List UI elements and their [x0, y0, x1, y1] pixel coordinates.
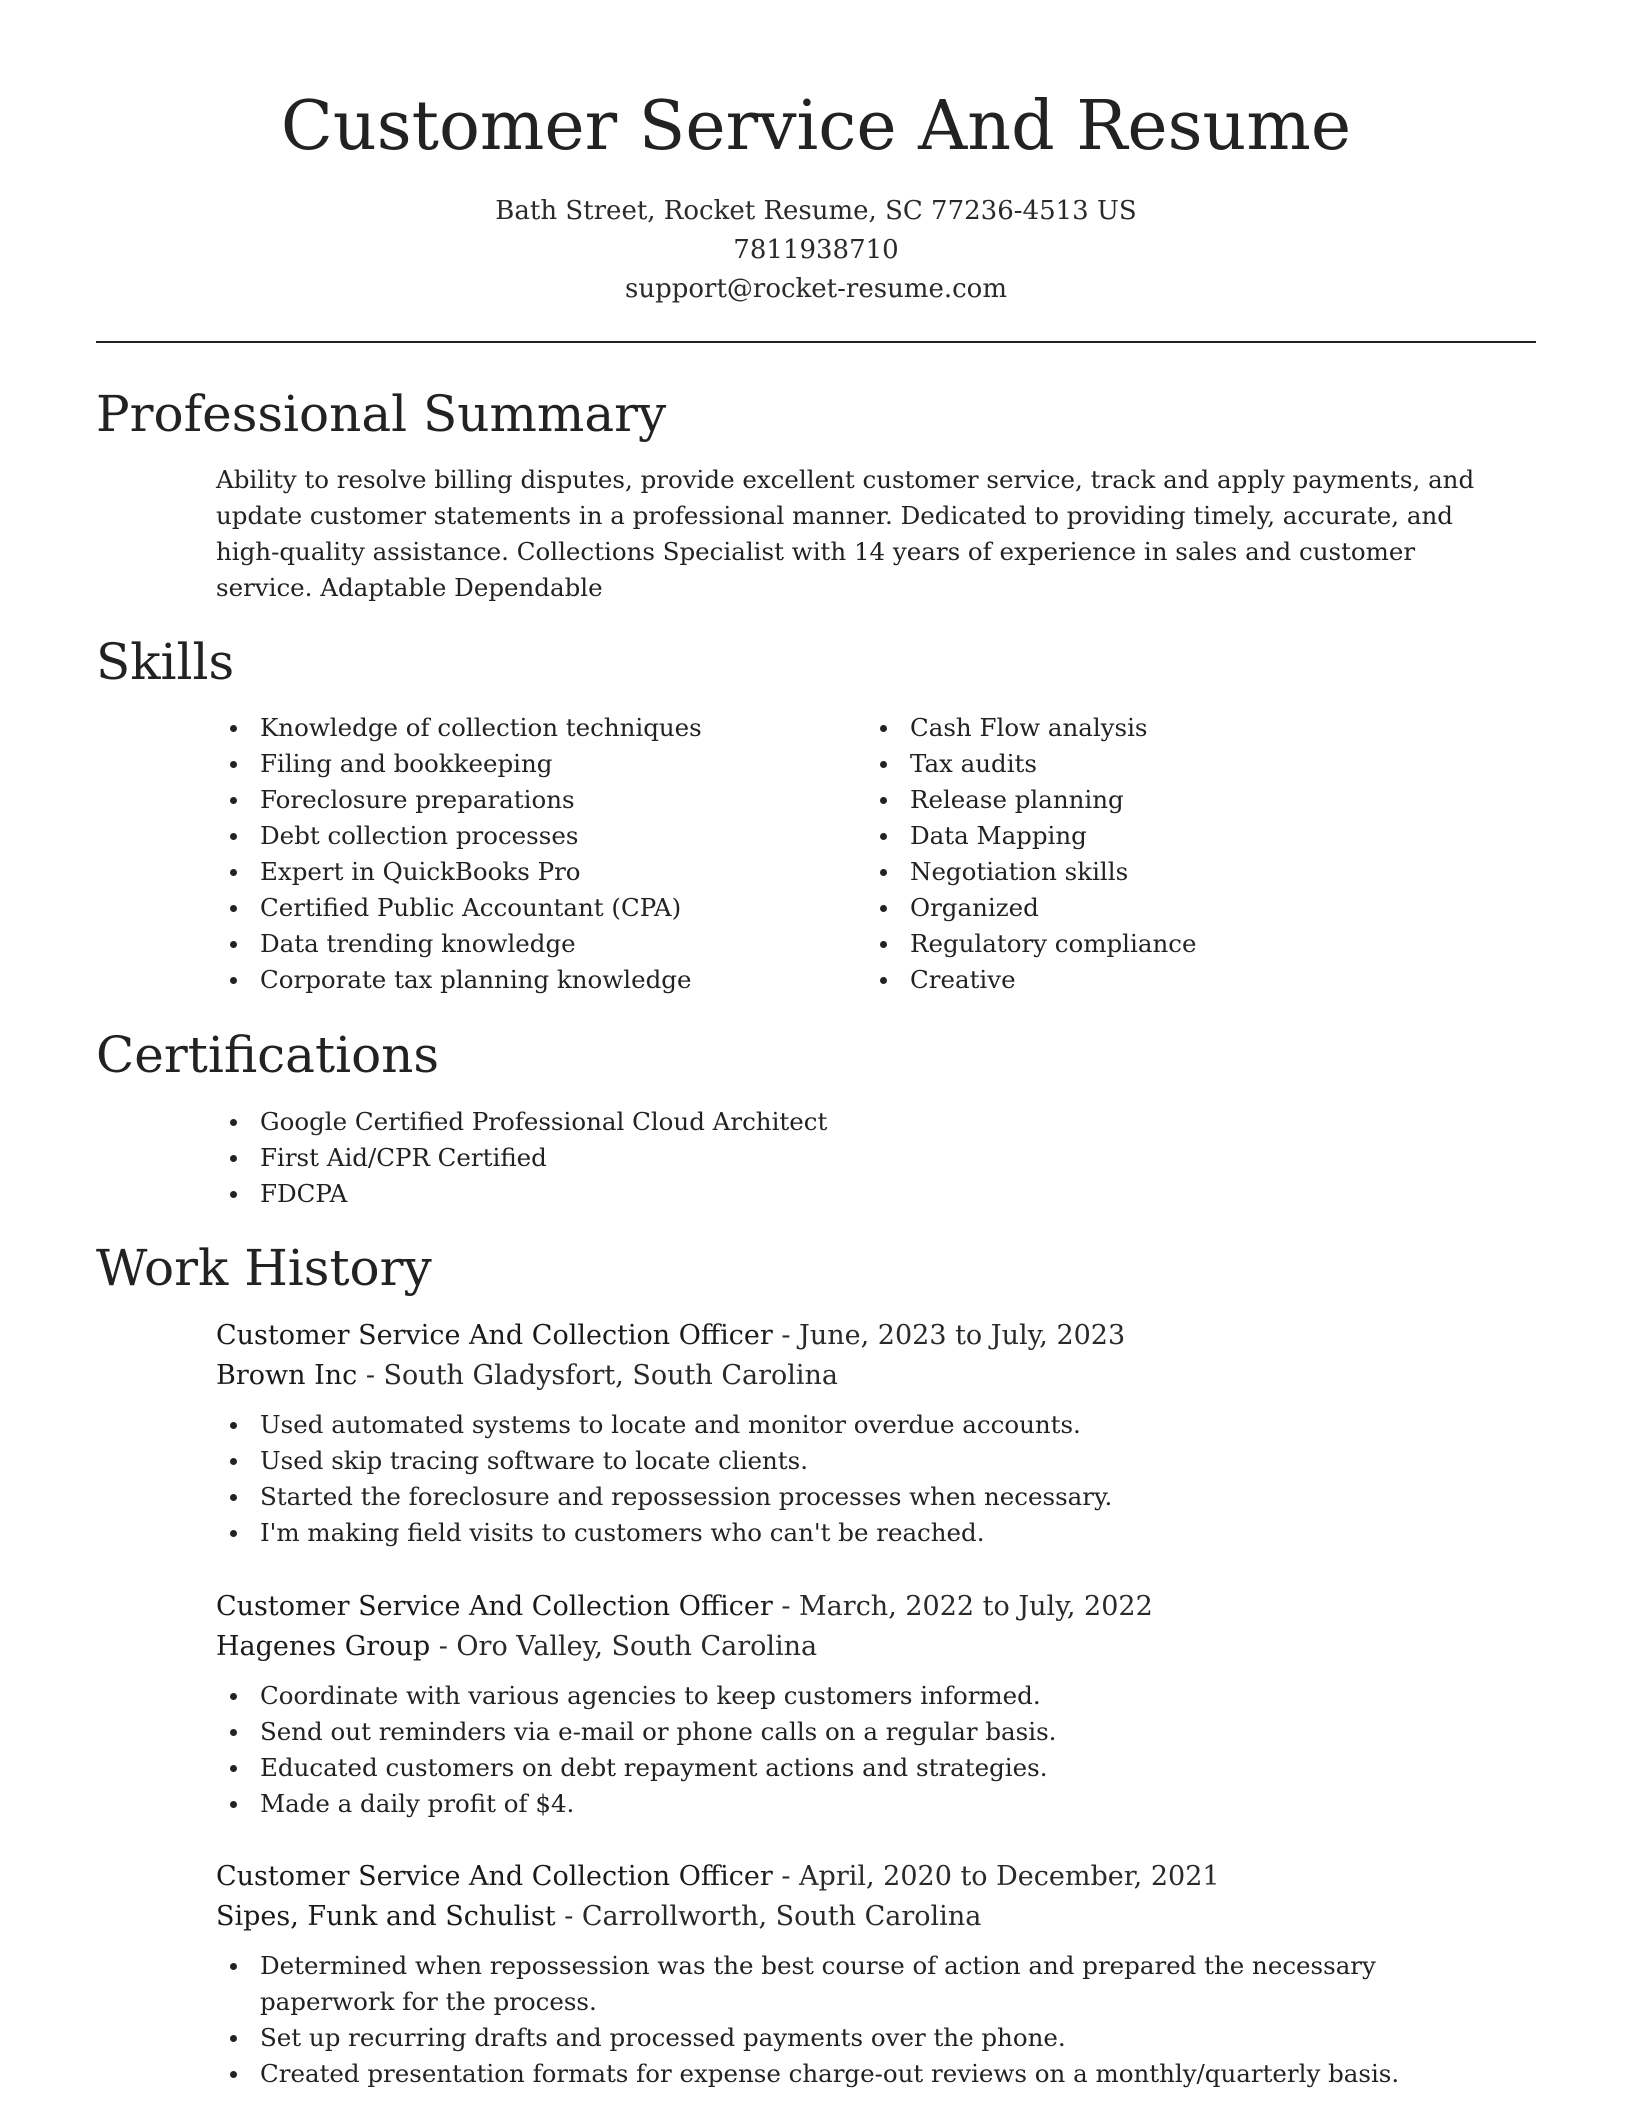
skills-list-left — [216, 710, 816, 998]
job-bullet: Send out reminders via e-mail or phone calls on a regular basis. — [216, 1714, 1516, 1750]
job-bullet: Started the foreclosure and repossession processes when necessary. — [216, 1479, 1516, 1515]
skill-item: Regulatory compliance — [866, 926, 1466, 962]
job-location: - Carrollworth, South Carolina — [555, 1901, 982, 1932]
skill-item: Creative — [866, 962, 1466, 998]
skill-item: Certified Public Accountant (CPA) — [216, 890, 816, 926]
work-history-heading: Work History — [96, 1239, 432, 1297]
skill-item: Filing and bookkeeping — [216, 746, 816, 782]
skill-item: Organized — [866, 890, 1466, 926]
job-bullet: Used automated systems to locate and monitor overdue accounts. — [216, 1407, 1516, 1443]
job-bullets — [216, 1948, 1516, 2092]
job-company: Hagenes Group — [216, 1631, 431, 1662]
header-divider — [96, 341, 1536, 343]
job-entry — [216, 1316, 1516, 1551]
job-role: Customer Service And Collection Officer — [216, 1861, 773, 1892]
job-company: Sipes, Funk and Schulist — [216, 1901, 556, 1932]
email-text: support@rocket-resume.com — [624, 274, 1007, 304]
job-entry — [216, 1857, 1516, 2092]
job-dates: - June, 2023 to July, 2023 — [772, 1320, 1126, 1351]
job-title-line — [216, 1587, 1516, 1627]
job-entry — [216, 1587, 1516, 1822]
skill-item: Release planning — [866, 782, 1466, 818]
skill-item: Negotiation skills — [866, 854, 1466, 890]
job-role: Customer Service And Collection Officer — [216, 1591, 773, 1622]
skill-item: Cash Flow analysis — [866, 710, 1466, 746]
skill-item: Corporate tax planning knowledge — [216, 962, 816, 998]
candidate-name: Customer Service And Resume — [280, 87, 1352, 166]
job-bullets — [216, 1678, 1516, 1822]
address-text: Bath Street, Rocket Resume, SC 77236-4513 US — [495, 196, 1137, 226]
job-title-line — [216, 1857, 1516, 1897]
job-bullets — [216, 1407, 1516, 1551]
job-bullet: Used skip tracing software to locate clients. — [216, 1443, 1516, 1479]
job-dates: - April, 2020 to December, 2021 — [772, 1861, 1220, 1892]
job-location: - Oro Valley, South Carolina — [430, 1631, 818, 1662]
job-bullet: Educated customers on debt repayment actions and strategies. — [216, 1750, 1516, 1786]
job-bullet: Set up recurring drafts and processed payments over the phone. — [216, 2020, 1516, 2056]
skill-item: Expert in QuickBooks Pro — [216, 854, 816, 890]
job-company-line — [216, 1356, 1516, 1396]
job-company: Brown Inc — [216, 1360, 358, 1391]
job-company-line — [216, 1897, 1516, 1937]
resume-header — [0, 0, 1632, 309]
skill-item: Tax audits — [866, 746, 1466, 782]
certifications-heading: Certifications — [96, 1026, 440, 1084]
job-company-line — [216, 1627, 1516, 1667]
job-dates: - March, 2022 to July, 2022 — [772, 1591, 1153, 1622]
summary-text: Ability to resolve billing disputes, provide excellent customer service, track and apply payments, and update customer statements in a professional manner. Dedicated to providing timely, accurate, and high-quality assistance. Collections Specialist with 14 years of experience in sales and customer service. Adaptable Dependable — [216, 465, 1475, 602]
skills-list-right — [866, 710, 1466, 998]
job-bullet: Coordinate with various agencies to keep customers informed. — [216, 1678, 1516, 1714]
skill-item: Foreclosure preparations — [216, 782, 816, 818]
skill-item: Data trending knowledge — [216, 926, 816, 962]
job-location: - South Gladysfort, South Carolina — [357, 1360, 839, 1391]
skill-item: Data Mapping — [866, 818, 1466, 854]
certification-item: FDCPA — [216, 1176, 1516, 1212]
contact-block — [0, 192, 1632, 309]
phone-text: 7811938710 — [733, 235, 899, 265]
certification-item: Google Certified Professional Cloud Architect — [216, 1104, 1516, 1140]
job-title-line — [216, 1316, 1516, 1356]
certification-item: First Aid/CPR Certified — [216, 1140, 1516, 1176]
skills-heading: Skills — [96, 633, 235, 691]
job-bullet: Determined when repossession was the best course of action and prepared the necessary paperwork for the process. — [216, 1948, 1516, 2020]
certifications-list — [216, 1104, 1516, 1212]
job-bullet: I'm making field visits to customers who can't be reached. — [216, 1515, 1516, 1551]
job-role: Customer Service And Collection Officer — [216, 1320, 773, 1351]
job-bullet: Created presentation formats for expense charge-out reviews on a monthly/quarterly basis. — [216, 2056, 1516, 2092]
job-bullet: Made a daily profit of $4. — [216, 1786, 1516, 1822]
skill-item: Debt collection processes — [216, 818, 816, 854]
skill-item: Knowledge of collection techniques — [216, 710, 816, 746]
summary-heading: Professional Summary — [96, 385, 667, 443]
